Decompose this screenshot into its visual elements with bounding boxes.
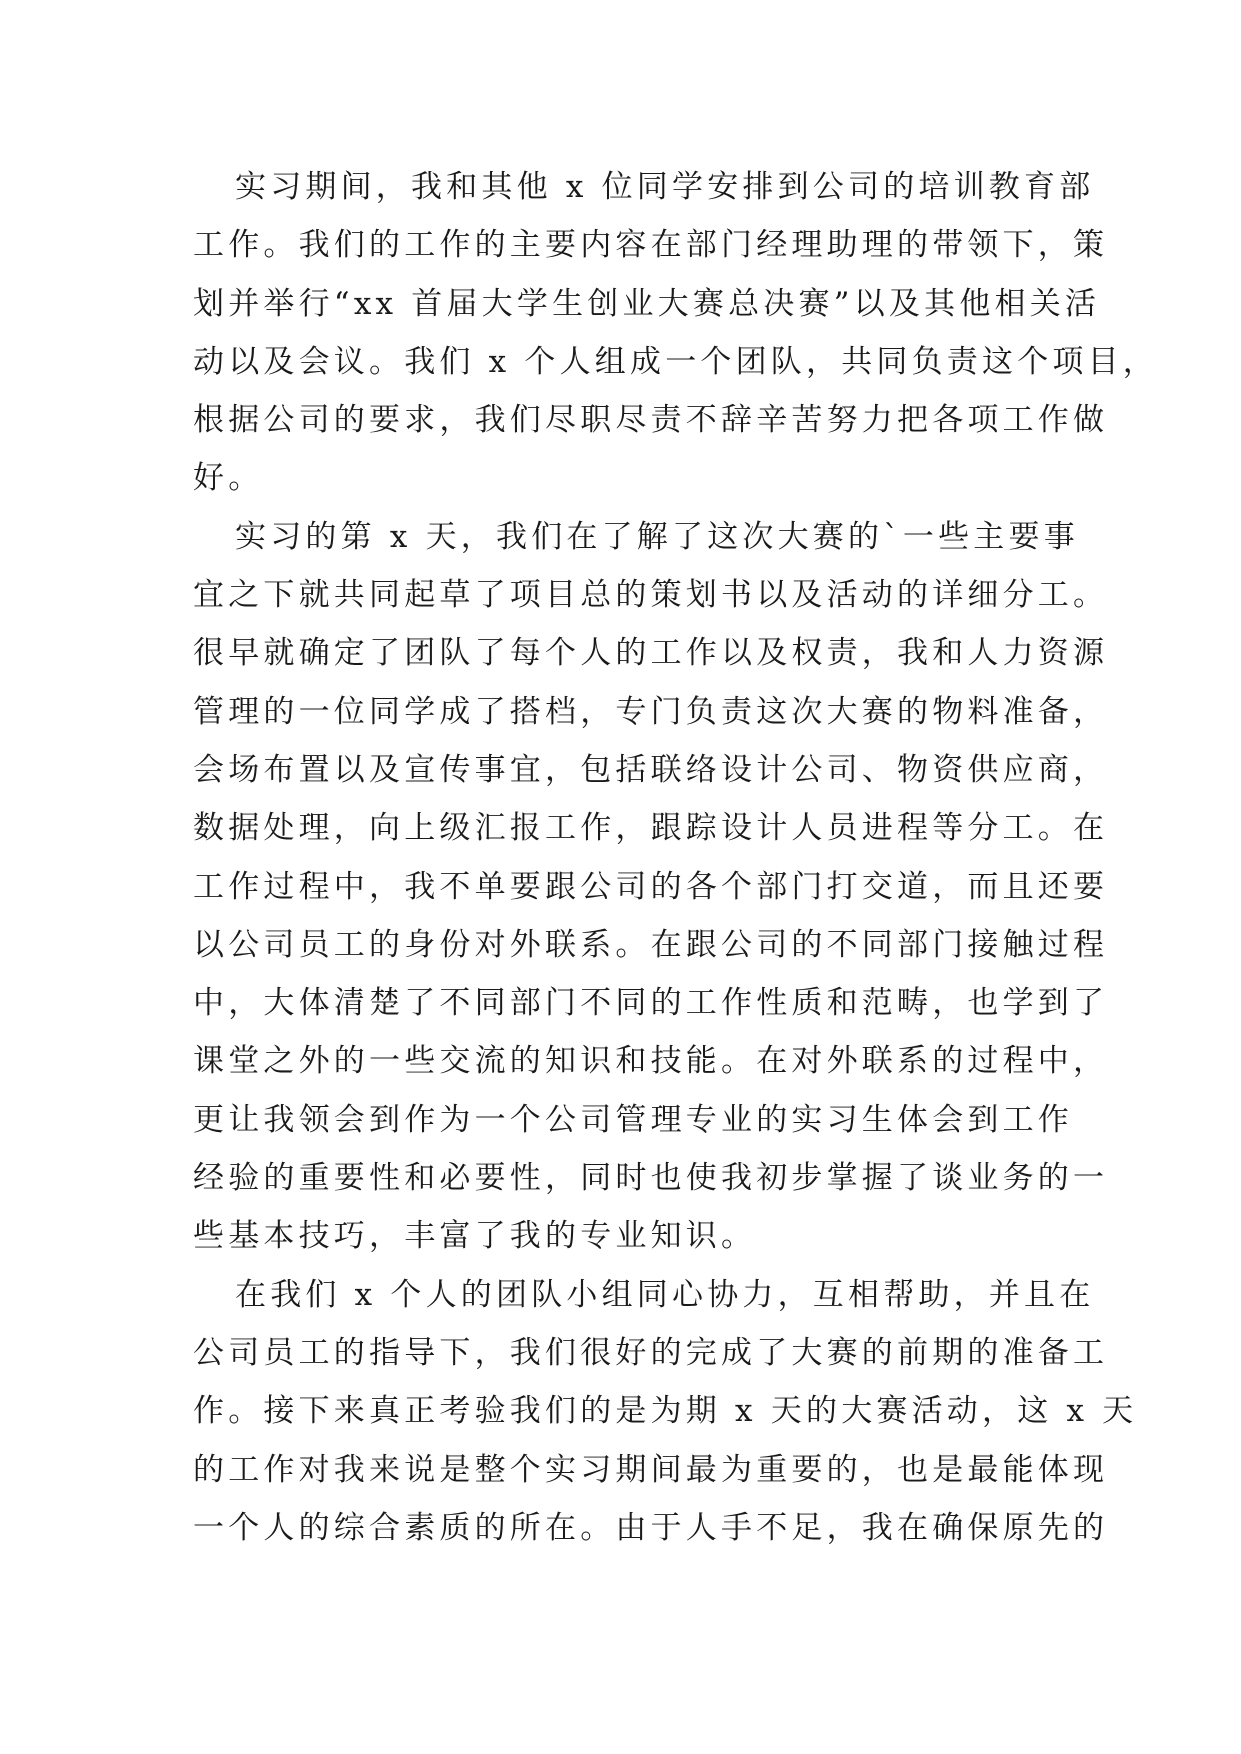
paragraph-line: 数据处理，向上级汇报工作，跟踪设计人员进程等分工。在 bbox=[193, 810, 1109, 847]
paragraph-line: 好。 bbox=[193, 460, 264, 497]
paragraph-line: 些基本技巧，丰富了我的专业知识。 bbox=[193, 1218, 757, 1255]
paragraph-line: 一个人的综合素质的所在。由于人手不足，我在确保原先的 bbox=[193, 1509, 1109, 1546]
paragraph-line: 划并举行“xx 首届大学生创业大赛总决赛”以及其他相关活 bbox=[193, 285, 1101, 322]
paragraph-line: 实习期间，我和其他 x 位同学安排到公司的培训教育部 bbox=[235, 169, 1095, 205]
paragraph-line: 在我们 x 个人的团队小组同心协力，互相帮助，并且在 bbox=[235, 1276, 1095, 1313]
paragraph-line: 管理的一位同学成了搭档，专门负责这次大赛的物料准备， bbox=[193, 693, 1109, 730]
paragraph-2 bbox=[193, 508, 1109, 1266]
paragraph-line: 工作过程中，我不单要跟公司的各个部门打交道，而且还要 bbox=[193, 868, 1109, 905]
paragraph-line: 根据公司的要求，我们尽职尽责不辞辛苦努力把各项工作做 bbox=[193, 402, 1109, 439]
paragraph-line: 实习的第 x 天，我们在了解了这次大赛的`一些主要事 bbox=[235, 518, 1079, 555]
paragraph-1 bbox=[193, 158, 1158, 508]
paragraph-line: 更让我领会到作为一个公司管理专业的实习生体会到工作 bbox=[193, 1101, 1073, 1138]
paragraph-line: 的工作对我来说是整个实习期间最为重要的，也是最能体现 bbox=[193, 1451, 1109, 1488]
paragraph-line: 工作。我们的工作的主要内容在部门经理助理的带领下，策 bbox=[193, 227, 1109, 264]
paragraph-line: 宜之下就共同起草了项目总的策划书以及活动的详细分工。 bbox=[193, 577, 1109, 614]
paragraph-3 bbox=[193, 1266, 1138, 1557]
paragraph-line: 课堂之外的一些交流的知识和技能。在对外联系的过程中， bbox=[193, 1043, 1109, 1080]
paragraph-line: 动以及会议。我们 x 个人组成一个团队，共同负责这个项目， bbox=[193, 343, 1158, 380]
document-body bbox=[193, 158, 1158, 1557]
paragraph-line: 很早就确定了团队了每个人的工作以及权责，我和人力资源 bbox=[193, 635, 1109, 672]
paragraph-line: 经验的重要性和必要性，同时也使我初步掌握了谈业务的一 bbox=[193, 1160, 1109, 1197]
paragraph-line: 会场布置以及宣传事宜，包括联络设计公司、物资供应商， bbox=[193, 751, 1109, 788]
paragraph-line: 中，大体清楚了不同部门不同的工作性质和范畴，也学到了 bbox=[193, 985, 1109, 1022]
paragraph-line: 公司员工的指导下，我们很好的完成了大赛的前期的准备工 bbox=[193, 1334, 1109, 1371]
paragraph-line: 以公司员工的身份对外联系。在跟公司的不同部门接触过程 bbox=[193, 926, 1109, 963]
paragraph-line: 作。接下来真正考验我们的是为期 x 天的大赛活动，这 x 天 bbox=[193, 1393, 1138, 1430]
